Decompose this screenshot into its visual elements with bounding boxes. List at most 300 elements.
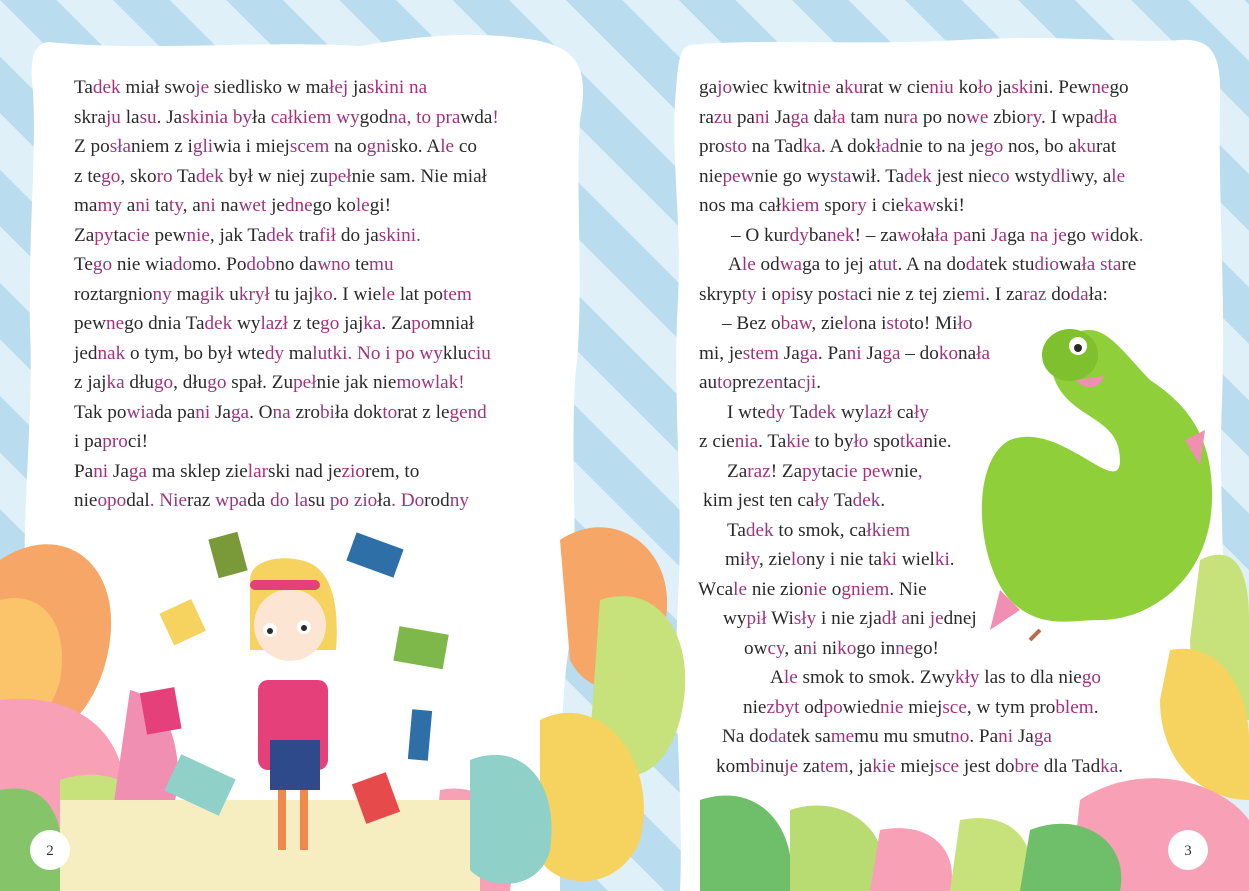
highlighted-syllable: raz — [747, 460, 771, 482]
highlighted-syllable: . — [1138, 224, 1144, 246]
plain-text: au — [699, 372, 718, 393]
plain-text: re — [1121, 254, 1137, 275]
plain-text: spał. Zu — [226, 372, 294, 393]
highlighted-syllable: ko — [938, 342, 959, 364]
plain-text: na i — [858, 313, 887, 334]
highlighted-syllable: lazł — [864, 401, 893, 423]
plain-text: pre — [732, 372, 757, 393]
highlighted-syllable: lo — [843, 313, 859, 334]
highlighted-syllable: ni — [200, 195, 216, 216]
plain-text: te — [350, 254, 370, 275]
highlighted-syllable: dł a — [881, 608, 911, 629]
highlighted-syllable: zu — [713, 106, 733, 128]
plain-text: Ta — [74, 77, 93, 98]
highlighted-syllable: ski — [1011, 77, 1034, 98]
plain-text: Ja — [210, 401, 231, 423]
plain-text: o tym, bo był wte — [125, 342, 265, 364]
highlighted-syllable: dne — [284, 195, 313, 216]
plain-text: Wi — [766, 608, 794, 629]
plain-text: ca — [892, 401, 914, 423]
plain-text: Za — [74, 224, 95, 246]
highlighted-syllable: co — [991, 165, 1010, 187]
highlighted-syllable: krył — [238, 283, 270, 305]
plain-text: – O kur — [731, 224, 790, 246]
plain-text: z te — [288, 313, 321, 334]
highlighted-syllable: me — [830, 726, 855, 747]
plain-text: dal — [126, 490, 150, 511]
highlighted-syllable: nia — [734, 431, 759, 452]
text-line — [0, 663, 1249, 693]
highlighted-syllable: po — [823, 696, 843, 718]
page-number-left: 2 — [46, 843, 54, 859]
plain-text: da — [247, 490, 266, 511]
text-line — [0, 162, 1249, 192]
plain-text: su — [307, 490, 326, 511]
highlighted-syllable: py — [94, 224, 114, 246]
highlighted-syllable: kie — [786, 431, 810, 452]
highlighted-syllable: dek — [852, 490, 881, 511]
plain-text: wia i miej — [213, 136, 290, 157]
text-line — [0, 722, 1249, 752]
plain-text: o — [826, 578, 842, 600]
plain-text: z te — [74, 165, 102, 187]
plain-text: ja — [348, 77, 367, 98]
highlighted-syllable: le — [733, 578, 748, 600]
highlighted-syllable: dek — [808, 401, 837, 423]
plain-text: na o — [329, 136, 367, 157]
text-line — [0, 280, 1249, 310]
plain-text: , dłu — [173, 372, 208, 393]
highlighted-syllable: nie — [186, 224, 210, 246]
highlighted-syllable: scem — [289, 136, 330, 157]
plain-text: ła — [252, 106, 266, 128]
highlighted-syllable: dek — [904, 165, 932, 187]
plain-text: jed — [74, 342, 98, 364]
plain-text: , sko — [120, 165, 157, 187]
plain-text: , zie — [758, 549, 791, 570]
plain-text: wied — [842, 696, 880, 718]
plain-text: pro — [699, 136, 725, 157]
plain-text: ow — [744, 637, 768, 659]
text-line — [0, 368, 1249, 398]
plain-text: sko. A — [391, 136, 441, 157]
plain-text: , w tym pro — [966, 696, 1056, 718]
highlighted-syllable: , — [917, 460, 923, 482]
plain-text: da — [808, 106, 832, 128]
plain-text: wy — [836, 401, 865, 423]
plain-text: nu — [765, 755, 785, 777]
highlighted-syllable: to — [382, 401, 398, 423]
plain-text: Ta — [785, 401, 809, 423]
plain-text: ski nad je — [267, 460, 342, 482]
highlighted-syllable: skini na — [366, 77, 428, 98]
text-line — [0, 398, 1249, 428]
plain-text: to smok, ca — [773, 519, 867, 541]
highlighted-syllable: kie — [872, 755, 896, 777]
plain-text: . — [949, 549, 955, 570]
highlighted-syllable: ne — [1091, 77, 1110, 98]
highlighted-syllable: ga — [790, 106, 809, 128]
plain-text: nie — [74, 490, 98, 511]
highlighted-syllable: kły — [954, 667, 980, 688]
plain-text: . — [880, 490, 886, 511]
highlighted-syllable: ły — [913, 401, 929, 423]
highlighted-syllable: pi — [781, 283, 797, 305]
highlighted-syllable: sta — [830, 165, 852, 187]
highlighted-syllable: lo — [790, 549, 806, 570]
highlighted-syllable: nie — [879, 696, 904, 718]
plain-text: Za — [727, 460, 748, 482]
plain-text: nos ma cał — [699, 195, 782, 216]
highlighted-syllable: bi — [750, 755, 766, 777]
highlighted-syllable: dek — [204, 313, 233, 334]
plain-text: Ja — [778, 342, 800, 364]
highlighted-syllable: ła — [831, 106, 846, 128]
plain-text: pa — [732, 106, 755, 128]
highlighted-syllable: ko — [837, 637, 857, 659]
highlighted-syllable: le — [1111, 165, 1126, 187]
plain-text: . — [1093, 696, 1099, 718]
highlighted-syllable: su — [139, 106, 157, 128]
highlighted-syllable: gli — [192, 136, 214, 157]
highlighted-syllable: wi — [1085, 224, 1110, 246]
highlighted-syllable: ło — [853, 431, 869, 452]
highlighted-syllable: je — [784, 755, 799, 777]
highlighted-syllable: łej — [329, 77, 349, 98]
plain-text: to! Mi — [908, 313, 958, 334]
plain-text: nie go wy — [754, 165, 831, 187]
plain-text: tek stu — [983, 254, 1035, 275]
text-line — [0, 693, 1249, 723]
highlighted-syllable: całkiem wy — [265, 106, 360, 128]
plain-text: Ta — [727, 519, 746, 541]
plain-text: i nie zja — [816, 608, 882, 629]
highlighted-syllable: ty — [168, 195, 183, 216]
plain-text: nie. — [923, 431, 952, 452]
highlighted-syllable: go — [320, 313, 340, 334]
highlighted-syllable: zio — [341, 460, 365, 482]
highlighted-syllable: ni — [93, 460, 109, 482]
highlighted-syllable: sła — [109, 136, 132, 157]
highlighted-syllable: ga — [128, 460, 148, 482]
plain-text: tam nu — [845, 106, 904, 128]
highlighted-syllable: dek — [92, 77, 121, 98]
plain-text: ja — [992, 77, 1012, 98]
plain-text: ni — [971, 224, 987, 246]
text-line — [0, 309, 1249, 339]
plain-text: dnej — [943, 608, 977, 629]
plain-text: ! – za — [854, 224, 898, 246]
plain-text: skryp — [699, 283, 742, 305]
plain-text: na — [958, 342, 977, 364]
highlighted-syllable: le — [741, 254, 756, 275]
plain-text: lat po — [395, 283, 443, 305]
highlighted-syllable: pro — [102, 431, 128, 452]
plain-text: go ko — [312, 195, 356, 216]
highlighted-syllable: ni — [195, 401, 211, 423]
plain-text: , a — [182, 195, 201, 216]
plain-text: i o — [756, 283, 782, 305]
highlighted-syllable: to — [717, 372, 733, 393]
plain-text: ci! — [127, 431, 149, 452]
text-line — [0, 250, 1249, 280]
highlighted-syllable: cy — [767, 637, 785, 659]
text-line — [0, 132, 1249, 162]
plain-text: mo. Po — [192, 254, 247, 275]
plain-text: z cie — [699, 431, 735, 452]
plain-text: go — [1066, 224, 1086, 246]
plain-text: nie sam. Nie miał — [351, 165, 487, 187]
plain-text: mniał — [430, 313, 475, 334]
plain-text: zro — [290, 401, 320, 423]
highlighted-syllable: ga — [882, 342, 901, 364]
highlighted-syllable: tem — [443, 283, 472, 305]
highlighted-syllable: go — [153, 372, 174, 393]
highlighted-syllable: ki — [934, 549, 950, 570]
highlighted-syllable: po — [411, 313, 431, 334]
plain-text: ma — [284, 342, 313, 364]
highlighted-syllable: fił — [319, 224, 337, 246]
plain-text: rem, to — [364, 460, 420, 482]
highlighted-syllable: go — [1081, 667, 1101, 688]
highlighted-syllable: ga — [230, 401, 250, 423]
highlighted-syllable: ty — [741, 283, 757, 305]
plain-text: nie wia — [112, 254, 173, 275]
highlighted-syllable: wo — [897, 224, 921, 246]
plain-text: ta — [150, 195, 169, 216]
plain-text: go! — [913, 637, 939, 659]
text-line — [0, 339, 1249, 369]
plain-text: . Ja — [156, 106, 183, 128]
highlighted-syllable: dy — [789, 224, 809, 246]
plain-text: . — [1118, 755, 1124, 777]
highlighted-syllable: wno — [317, 254, 351, 275]
highlighted-syllable: pew — [722, 165, 755, 187]
highlighted-syllable: lazł — [260, 313, 289, 334]
highlighted-syllable: . Nie — [149, 490, 187, 511]
highlighted-syllable: ka — [1100, 755, 1119, 777]
highlighted-syllable: ni — [754, 106, 770, 128]
plain-text: do — [1046, 283, 1071, 305]
plain-text: ba — [808, 224, 827, 246]
highlighted-syllable: my — [97, 195, 122, 216]
plain-text: ny i nie ta — [805, 549, 883, 570]
plain-text: jest nie — [931, 165, 992, 187]
text-line — [0, 752, 1249, 782]
plain-text: ni. Pew — [1033, 77, 1092, 98]
plain-text: . A na do — [897, 254, 966, 275]
plain-text: A — [728, 254, 742, 275]
highlighted-syllable: na je — [1025, 224, 1067, 246]
plain-text: no da — [275, 254, 318, 275]
plain-text: ta — [783, 372, 798, 393]
highlighted-syllable: mowlak! — [396, 372, 465, 393]
plain-text: od — [755, 254, 780, 275]
plain-text: Ja — [1013, 726, 1034, 747]
plain-text: ta — [821, 460, 836, 482]
plain-text: wy — [232, 313, 261, 334]
highlighted-syllable: skini. — [378, 224, 421, 246]
text-line — [0, 516, 1249, 546]
highlighted-syllable: da — [965, 254, 984, 275]
highlighted-syllable: ni — [802, 637, 818, 659]
highlighted-syllable: ni — [135, 195, 151, 216]
highlighted-syllable: wia — [126, 401, 155, 423]
highlighted-syllable: nie — [807, 77, 831, 98]
highlighted-syllable: ka — [363, 313, 382, 334]
highlighted-syllable: skinia by — [182, 106, 253, 128]
plain-text: go in — [856, 637, 896, 659]
plain-text: nie — [894, 460, 918, 482]
highlighted-syllable: sce — [942, 696, 967, 718]
highlighted-syllable: go — [92, 254, 113, 275]
plain-text: . — [816, 372, 822, 393]
highlighted-syllable: ła — [976, 342, 991, 364]
plain-text: ła — [377, 490, 392, 511]
plain-text: po no — [918, 106, 967, 128]
plain-text: od — [799, 696, 824, 718]
highlighted-syllable: niu — [929, 77, 954, 98]
highlighted-syllable: le — [783, 667, 798, 688]
plain-text: spo — [868, 431, 900, 452]
highlighted-syllable: tem — [819, 755, 849, 777]
plain-text: go dnia Ta — [124, 313, 205, 334]
highlighted-syllable: go — [101, 165, 121, 187]
highlighted-syllable: le — [381, 283, 396, 305]
highlighted-syllable: bi — [319, 401, 335, 423]
highlighted-syllable: tka — [899, 431, 924, 452]
plain-text: ma sklep zie — [147, 460, 248, 482]
plain-text: ga — [1007, 224, 1026, 246]
highlighted-syllable: sce — [934, 755, 960, 777]
plain-text: miał swo — [120, 77, 196, 98]
plain-text: roztargnio — [74, 283, 153, 305]
highlighted-syllable: zbyt — [766, 696, 800, 718]
text-line — [0, 575, 1249, 605]
plain-text: wy, a — [1070, 165, 1112, 187]
plain-text: pew — [149, 224, 187, 246]
highlighted-syllable: . Do — [391, 490, 425, 511]
plain-text: god — [359, 106, 389, 128]
plain-text: pew — [74, 313, 106, 334]
highlighted-syllable: we — [966, 106, 989, 128]
plain-text: nie to na je — [899, 136, 985, 157]
plain-text: , ja — [848, 755, 873, 777]
highlighted-syllable: je — [924, 608, 944, 629]
plain-text: ła: — [1088, 283, 1108, 305]
plain-text: – do — [900, 342, 939, 364]
highlighted-syllable: ciu — [467, 342, 491, 364]
highlighted-syllable: pił — [746, 608, 767, 629]
plain-text: i pa — [74, 431, 103, 452]
highlighted-syllable: dob — [246, 254, 276, 275]
highlighted-syllable: ka — [802, 136, 821, 157]
plain-text: u — [224, 283, 239, 305]
highlighted-syllable: dek — [266, 224, 294, 246]
plain-text: . I wie — [332, 283, 382, 305]
highlighted-syllable: ! — [492, 106, 499, 128]
plain-text: . Za — [381, 313, 412, 334]
highlighted-syllable: tut — [877, 254, 898, 275]
highlighted-syllable: ne — [895, 637, 914, 659]
plain-text: spo — [819, 195, 851, 216]
plain-text: ga to jej a — [802, 254, 878, 275]
highlighted-syllable: dy — [765, 401, 786, 423]
plain-text: niem z i — [131, 136, 193, 157]
highlighted-syllable: ga — [1033, 726, 1052, 747]
plain-text: . A dok — [820, 136, 876, 157]
plain-text: ci nie z tej zie — [858, 283, 965, 305]
highlighted-syllable: da — [1070, 283, 1089, 305]
plain-text: był w niej zu — [223, 165, 329, 187]
plain-text: ra — [699, 106, 714, 128]
plain-text: sy po — [796, 283, 838, 305]
highlighted-syllable: blem — [1055, 696, 1094, 718]
plain-text: . Ta — [758, 431, 787, 452]
highlighted-syllable: cie pew — [835, 460, 895, 482]
plain-text: Ja — [769, 106, 791, 128]
highlighted-syllable: ku — [1076, 136, 1096, 157]
highlighted-syllable: raz — [1023, 283, 1047, 305]
text-line — [0, 103, 1249, 133]
text-line — [0, 73, 1249, 103]
plain-text: , a — [784, 637, 803, 659]
plain-text: dok — [1109, 224, 1139, 246]
plain-text: I wte — [727, 401, 766, 423]
plain-text: to by — [809, 431, 854, 452]
plain-text: do ja — [336, 224, 379, 246]
highlighted-syllable: dła — [1093, 106, 1118, 128]
plain-text: . I za — [985, 283, 1024, 305]
highlighted-syllable: zen — [756, 372, 784, 393]
plain-text: wiec kwit — [732, 77, 808, 98]
plain-text: ma — [74, 195, 98, 216]
plain-text: nie jak nie — [316, 372, 397, 393]
plain-text: . I wpa — [1040, 106, 1094, 128]
plain-text: wiel — [897, 549, 935, 570]
plain-text: Tak po — [74, 401, 127, 423]
highlighted-syllable: baw — [780, 313, 812, 334]
text-line — [0, 457, 1249, 487]
plain-text: miej — [895, 755, 935, 777]
highlighted-syllable: le — [355, 195, 370, 216]
plain-text: a — [830, 77, 844, 98]
highlighted-syllable: ny — [152, 283, 172, 305]
plain-text: tu jaj — [269, 283, 314, 305]
highlighted-syllable: ko — [313, 283, 333, 305]
plain-text: rat — [1095, 136, 1117, 157]
highlighted-syllable: lar — [247, 460, 268, 482]
text-line — [0, 486, 1249, 516]
plain-text: na Tad — [746, 136, 803, 157]
plain-text: , jak Ta — [209, 224, 267, 246]
highlighted-syllable: gniem — [841, 578, 890, 600]
highlighted-syllable: ni — [846, 342, 862, 364]
highlighted-syllable: dli — [1050, 165, 1071, 187]
highlighted-syllable: peł — [328, 165, 352, 187]
highlighted-syllable: peł — [293, 372, 317, 393]
text-line — [0, 604, 1249, 634]
plain-text: mu mu smut — [854, 726, 951, 747]
highlighted-syllable: do — [172, 254, 193, 275]
plain-text: wa — [1059, 254, 1082, 275]
plain-text: dłu — [124, 372, 154, 393]
highlighted-syllable: mu — [369, 254, 394, 275]
plain-text: miej — [903, 696, 943, 718]
highlighted-syllable: stem — [742, 342, 779, 364]
highlighted-syllable: sto — [724, 136, 747, 157]
highlighted-syllable: dek — [745, 519, 774, 541]
